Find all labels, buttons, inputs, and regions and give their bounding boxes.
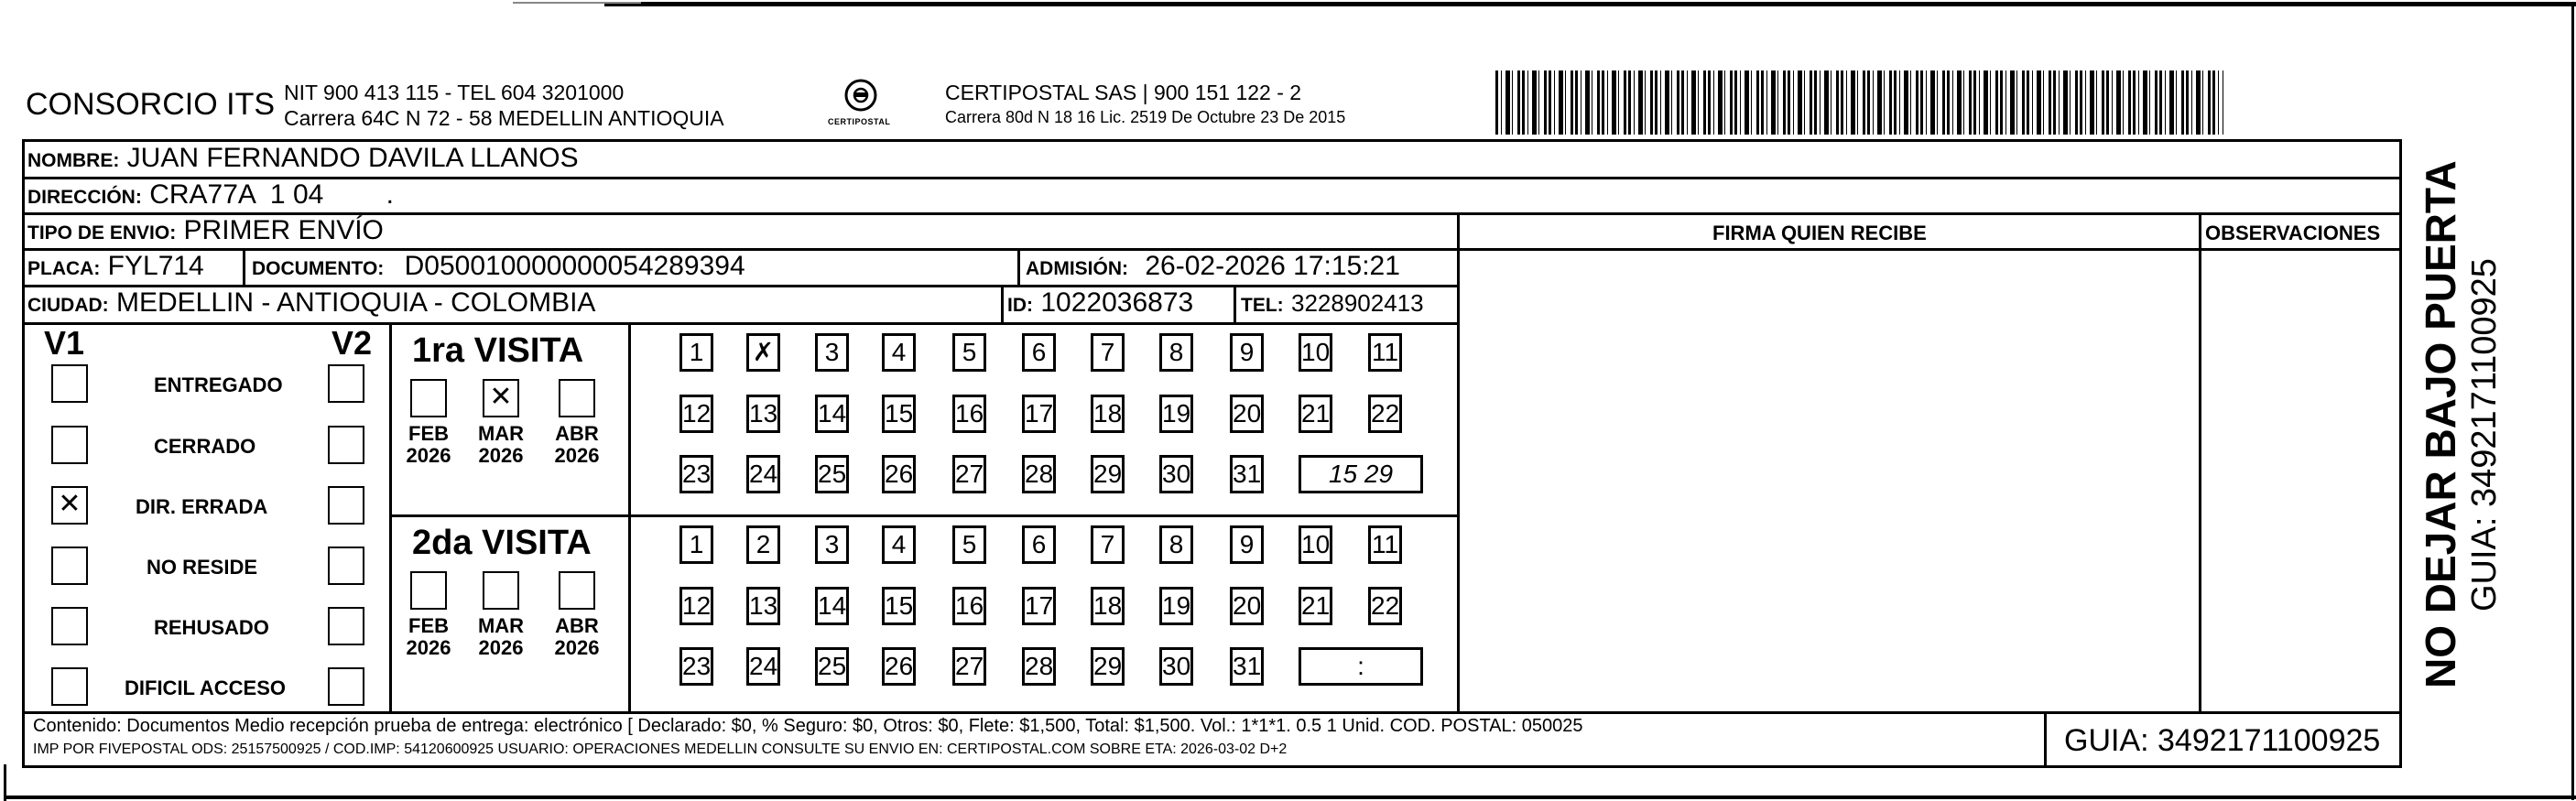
admision-label: ADMISIÓN: — [1026, 258, 1128, 279]
status-label: CERRADO — [154, 435, 256, 458]
day-box: 4 — [882, 333, 916, 372]
day-box: 20 — [1230, 395, 1264, 433]
day-box: 6 — [1022, 333, 1056, 372]
month-label: FEB — [408, 614, 449, 637]
day-box: 11 — [1368, 333, 1402, 372]
placa-divider — [243, 248, 245, 285]
month-checkbox — [410, 571, 447, 610]
day-box: 4 — [882, 525, 916, 564]
footer-guia: GUIA: 3492171100925 — [2064, 723, 2381, 758]
nombre-row — [27, 142, 579, 178]
top-border-line — [604, 2, 2576, 6]
top-scrap-line — [513, 2, 641, 4]
day-box: 18 — [1091, 395, 1125, 433]
v2-checkbox — [328, 426, 364, 464]
month-year: 2026 — [406, 444, 451, 467]
day-box: 7 — [1091, 525, 1125, 564]
month-checkbox — [483, 571, 519, 610]
month-year: 2026 — [478, 636, 524, 659]
day-box: 9 — [1230, 525, 1264, 564]
ciudad-row — [27, 287, 595, 322]
month-label: FEB — [408, 422, 449, 445]
direccion-label: DIRECCIÓN: — [27, 187, 142, 208]
day-box: 28 — [1022, 647, 1056, 686]
month-year: 2026 — [554, 444, 600, 467]
side-notice: NO DEJAR BAJO PUERTA — [2417, 160, 2464, 688]
placa-value: FYL714 — [107, 251, 204, 281]
footer-line1: Contenido: Documentos Medio recepción prueba de entrega: electrónico [ Declarado: $0, % Seguro: $0, Otros: $0, Flete: $1,500, Total: $1,500. Vol.: 1*1*1. 0.5 1 Unid. COD. POSTAL: 050025 — [33, 716, 1583, 736]
day-box: 23 — [679, 647, 713, 686]
day-box: 25 — [815, 455, 849, 493]
documento-row — [252, 250, 745, 286]
day-box: 28 — [1022, 455, 1056, 493]
day-box: 26 — [882, 455, 916, 493]
left-edge-line — [4, 764, 6, 801]
day-box: 3 — [815, 333, 849, 372]
direccion-row — [27, 179, 394, 214]
admision-divider — [1017, 248, 1020, 285]
tel-label: TEL: — [1241, 295, 1284, 316]
day-box: 29 — [1091, 455, 1125, 493]
tel-row — [1241, 287, 1424, 322]
day-box: 31 — [1230, 455, 1264, 493]
v2-checkbox — [328, 364, 364, 403]
ciudad-value: MEDELLIN - ANTIOQUIA - COLOMBIA — [116, 287, 596, 318]
day-box: 15 — [882, 395, 916, 433]
right-edge-line — [2571, 2, 2574, 800]
month-checkbox: ✕ — [483, 379, 519, 417]
day-box: 10 — [1299, 333, 1332, 372]
tel-divider — [1234, 285, 1236, 322]
day-box: 20 — [1230, 587, 1264, 625]
v2-checkbox — [328, 607, 364, 645]
month-checkbox — [559, 379, 595, 417]
day-box: 30 — [1159, 647, 1193, 686]
footer-line2: IMP POR FIVEPOSTAL ODS: 25157500925 / COD.IMP: 54120600925 USUARIO: OPERACIONES MEDELLIN CONSULTE SU ENVIO EN: CERTIPOSTAL.COM SOBRE ETA: 2026-03-02 D+2 — [33, 741, 1288, 757]
bottom-edge-line — [5, 796, 2576, 799]
direccion-extra: . — [386, 179, 394, 210]
v1-checkbox — [51, 547, 88, 585]
firma-label: FIRMA QUIEN RECIBE — [1712, 222, 1927, 244]
v2-checkbox — [328, 547, 364, 585]
day-box: 21 — [1299, 587, 1332, 625]
v1-checkbox — [51, 426, 88, 464]
day-box: 24 — [746, 647, 780, 686]
day-box: 7 — [1091, 333, 1125, 372]
placa-row — [27, 250, 204, 286]
visit2-title: 2da VISITA — [412, 524, 592, 562]
day-box: 1 — [679, 525, 713, 564]
day-box: 17 — [1022, 587, 1056, 625]
day-box: 18 — [1091, 587, 1125, 625]
tipo-row — [27, 214, 384, 250]
v1-checkbox — [51, 667, 88, 706]
company-address: Carrera 64C N 72 - 58 MEDELLIN ANTIOQUIA — [284, 106, 724, 130]
company-name: CONSORCIO ITS — [26, 87, 276, 122]
visit-divider — [389, 514, 1457, 517]
day-box: 21 — [1299, 395, 1332, 433]
nombre-label: NOMBRE: — [27, 150, 120, 171]
day-box: 22 — [1368, 587, 1402, 625]
month-year: 2026 — [554, 636, 600, 659]
v1-label: V1 — [44, 324, 85, 362]
day-box: 15 — [882, 587, 916, 625]
month-label: MAR — [477, 614, 525, 637]
company-nit: NIT 900 413 115 - TEL 604 3201000 — [284, 81, 625, 104]
day-box: 3 — [815, 525, 849, 564]
month-label: ABR — [555, 614, 599, 637]
day-box: 8 — [1159, 525, 1193, 564]
id-label: ID: — [1007, 295, 1033, 316]
v1-checkbox — [51, 607, 88, 645]
v2-checkbox — [328, 486, 364, 525]
day-box: 11 — [1368, 525, 1402, 564]
day-box: 12 — [679, 395, 713, 433]
day-box: 5 — [952, 333, 986, 372]
documento-label: DOCUMENTO: — [252, 258, 385, 279]
id-divider — [1001, 285, 1004, 322]
day-box: 13 — [746, 395, 780, 433]
row-line-5 — [22, 322, 1458, 325]
tel-value: 3228902413 — [1291, 289, 1424, 317]
month-label: ABR — [555, 422, 599, 445]
day-box: 31 — [1230, 647, 1264, 686]
day-box: 29 — [1091, 647, 1125, 686]
day-box: 12 — [679, 587, 713, 625]
day-box: 13 — [746, 587, 780, 625]
documento-value: D050010000000054289394 — [404, 251, 745, 281]
side-guia: GUIA: 3492171100925 — [2465, 258, 2504, 612]
day-box: 14 — [815, 395, 849, 433]
carrier-address: Carrera 80d N 18 16 Lic. 2519 De Octubre 23 De 2015 — [945, 108, 1346, 126]
day-box: 5 — [952, 525, 986, 564]
nombre-value: JUAN FERNANDO DAVILA LLANOS — [126, 143, 579, 173]
observaciones-divider — [2199, 212, 2201, 711]
day-box: 1 — [679, 333, 713, 372]
day-box: 24 — [746, 455, 780, 493]
direccion-value: CRA77A 1 04 — [149, 179, 324, 210]
status-label: DIFICIL ACCESO — [125, 677, 287, 699]
carrier-name: CERTIPOSTAL SAS | 900 151 122 - 2 — [945, 81, 1302, 104]
v2-checkbox — [328, 667, 364, 706]
day-box: 27 — [952, 455, 986, 493]
month-year: 2026 — [406, 636, 451, 659]
day-box: 27 — [952, 647, 986, 686]
status-label: REHUSADO — [154, 616, 269, 639]
observaciones-label: OBSERVACIONES — [2205, 222, 2381, 244]
time-box: 15 29 — [1299, 455, 1423, 493]
month-checkbox — [559, 571, 595, 610]
month-year: 2026 — [478, 444, 524, 467]
tipo-label: TIPO DE ENVIO: — [27, 222, 177, 244]
id-value: 1022036873 — [1040, 287, 1194, 318]
day-box: 16 — [952, 587, 986, 625]
day-box: 10 — [1299, 525, 1332, 564]
day-box: 25 — [815, 647, 849, 686]
v2-label: V2 — [332, 324, 373, 362]
v1-checkbox: ✕ — [51, 486, 88, 525]
id-row — [1007, 287, 1193, 322]
day-box: 23 — [679, 455, 713, 493]
day-box: 14 — [815, 587, 849, 625]
status-label: NO RESIDE — [147, 556, 258, 579]
day-box: 30 — [1159, 455, 1193, 493]
day-box: 26 — [882, 647, 916, 686]
day-box: 19 — [1159, 587, 1193, 625]
admision-value: 26-02-2026 17:15:21 — [1145, 251, 1400, 281]
day-box: 22 — [1368, 395, 1402, 433]
day-box: 17 — [1022, 395, 1056, 433]
day-box: 2 — [746, 525, 780, 564]
day-box: 8 — [1159, 333, 1193, 372]
firma-divider — [1457, 212, 1460, 711]
day-box: 19 — [1159, 395, 1193, 433]
time-box: : — [1299, 647, 1423, 686]
status-label: DIR. ERRADA — [136, 495, 268, 518]
footer-guia-divider — [2044, 711, 2047, 768]
certipostal-logo — [824, 77, 897, 132]
day-box: 16 — [952, 395, 986, 433]
day-box: 6 — [1022, 525, 1056, 564]
admision-row — [1026, 250, 1400, 286]
logo-caption: CERTIPOSTAL — [828, 117, 891, 126]
tipo-value: PRIMER ENVÍO — [183, 215, 384, 245]
day-box: ✗ — [746, 333, 780, 372]
status-label: ENTREGADO — [154, 373, 283, 396]
placa-label: PLACA: — [27, 258, 101, 279]
month-checkbox — [410, 379, 447, 417]
visit1-title: 1ra VISITA — [412, 331, 584, 370]
barcode — [1495, 70, 2223, 135]
month-label: MAR — [477, 422, 525, 445]
day-box: 9 — [1230, 333, 1264, 372]
ciudad-label: CIUDAD: — [27, 295, 109, 316]
v1-checkbox — [51, 364, 88, 403]
